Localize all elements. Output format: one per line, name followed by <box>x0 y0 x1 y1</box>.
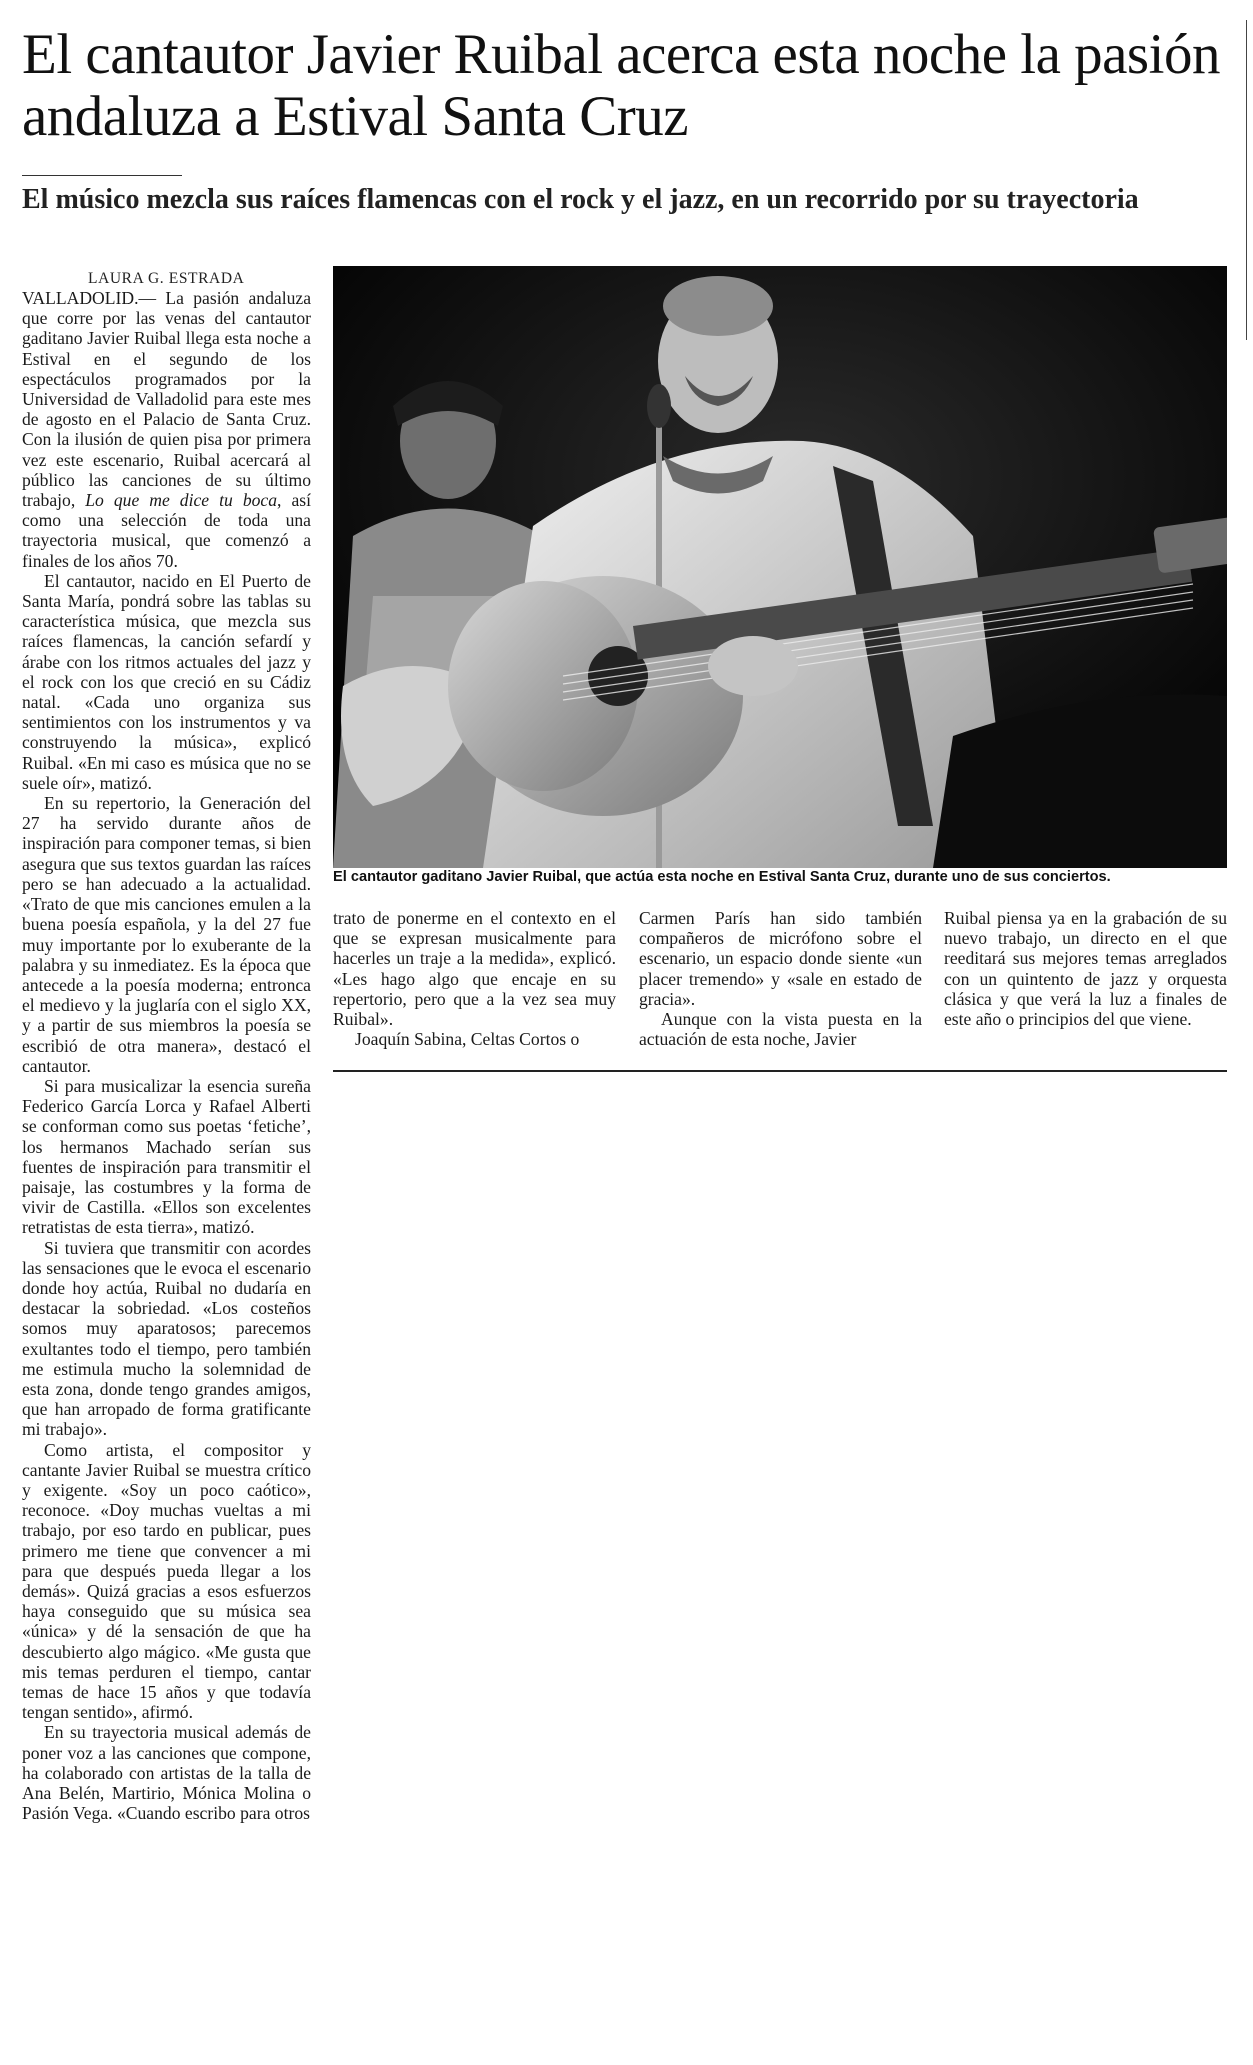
section-divider <box>333 1070 1227 1072</box>
paragraph-text: , así como una selección de toda una trayectoria musical, que comenzó a finales de los años 70. <box>22 490 311 571</box>
article-paragraph: Ruibal piensa ya en la grabación de su nuevo trabajo, un directo en el que reeditará sus mejores temas arreglados con un quintento de jazz y orquesta clásica y que verá la luz a finales de este año o principios del que viene. <box>944 908 1227 1030</box>
byline: LAURA G. ESTRADA <box>88 270 245 287</box>
article-paragraph: El cantautor, nacido en El Puerto de Santa María, pondrá sobre las tablas su característica música, que mezcla sus raíces flamencas, la canción sefardí y árabe con los ritmos actuales del jazz y el rock con los que creció en su Cádiz natal. «Cada uno organiza sus sentimientos con los instrumentos y va construyendo la música», explicó Ruibal. «En mi caso es música que no se suele oír», matizó. <box>22 570 311 793</box>
article-column-4 <box>944 908 1227 1029</box>
article-paragraph: Si tuviera que transmitir con acordes las sensaciones que le evoca el escenario donde hoy actúa, Ruibal no dudaría en destacar la sobriedad. «Los costeños somos muy aparatosos; parecemos exultantes todo el tiempo, pero también me estimula mucho la solemnidad de esta zona, donde tengo grandes amigos, que han arropado de forma gratificante mi trabajo». <box>22 1237 311 1440</box>
paragraph-text: La pasión andaluza que corre por las venas del cantautor gaditano Javier Ruibal llega esta noche a Estival en el segundo de los espectáculos programados por la Universidad de Valladolid para este mes de agosto en el Palacio de Santa Cruz. Con la ilusión de quien pisa por primera vez este escenario, Ruibal acercará al público las canciones de su último trabajo, <box>22 288 311 511</box>
article-paragraph: Aunque con la vista puesta en la actuación de esta noche, Javier <box>639 1009 922 1050</box>
article-paragraph: Joaquín Sabina, Celtas Cortos o <box>355 1029 580 1050</box>
headline-divider <box>22 175 182 176</box>
concert-photo-illustration <box>333 266 1227 868</box>
article-paragraph: Si para musicalizar la esencia sureña Federico García Lorca y Rafael Alberti se conforman como sus poetas ‘fetiche’, los hermanos Machado serían sus fuentes de inspiración para transmitir el paisaje, las costumbres y la forma de vivir de Castilla. «Ellos son excelentes retratistas de esta tierra», matizó. <box>22 1075 311 1238</box>
dateline: VALLADOLID.— <box>22 288 157 308</box>
article-column-3 <box>639 908 922 1049</box>
article-photo <box>333 266 1227 868</box>
article-paragraph: Como artista, el compositor y cantante Javier Ruibal se muestra crítico y exigente. «Soy un poco caótico», reconoce. «Doy muchas vueltas a mi trabajo, por eso tardo en publicar, pues primero me tiene que convencer a mi para que después pueda llegar a los demás». Quizá gracias a esos esfuerzos haya conseguido que su música sea «única» y dé la sensación de que ha descubierto algo mágico. «Me gusta que mis temas perduren el tiempo, cantar temas de hace 15 años y que todavía tengan sentido», afirmó. <box>22 1439 311 1723</box>
article-paragraph <box>22 288 311 571</box>
article-paragraph: trato de ponerme en el contexto en el que se expresan musicalmente para hacerles un traje a la medida», explicó. «Les hago algo que encaje en su repertorio, pero que a la vez sea muy Ruibal». <box>333 908 616 1030</box>
article-paragraph: Carmen París han sido también compañeros de micrófono sobre el escenario, un espacio donde siente «un placer tremendo» y «sale en estado de gracia». <box>639 908 922 1009</box>
photo-caption: El cantautor gaditano Javier Ruibal, que actúa esta noche en Estival Santa Cruz, durante uno de sus conciertos. <box>333 869 1111 885</box>
page-edge-rule <box>1246 20 1247 340</box>
headline: El cantautor Javier Ruibal acerca esta noche la pasión andaluza a Estival Santa Cruz <box>22 23 1220 148</box>
article-paragraph: En su repertorio, la Generación del 27 ha servido durante años de inspiración para componer temas, si bien asegura que sus textos guardan las raíces pero se han adecuado a la actualidad. «Trato de que mis canciones emulen a la buena poesía española, y la del 27 fue muy importante por lo exuberante de la palabra y su inmediatez. Es la época que antecede a la poesía moderna; entronca el medievo y la juglaría con el siglo XX, y a partir de sus miembros la poesía se escribió de otra manera», destacó el cantautor. <box>22 793 311 1076</box>
article-paragraph: En su trayectoria musical además de poner voz a las canciones que compone, ha colaborado con artistas de la talla de Ana Belén, Martirio, Mónica Molina o Pasión Vega. «Cuando escribo para otros <box>22 1722 311 1824</box>
article-column-2 <box>333 908 616 1049</box>
album-title: Lo que me dice tu boca <box>85 490 278 511</box>
subheadline: El músico mezcla sus raíces flamencas con el rock y el jazz, en un recorrido por su trayectoria <box>22 184 1139 215</box>
article-column-1 <box>22 288 311 1823</box>
